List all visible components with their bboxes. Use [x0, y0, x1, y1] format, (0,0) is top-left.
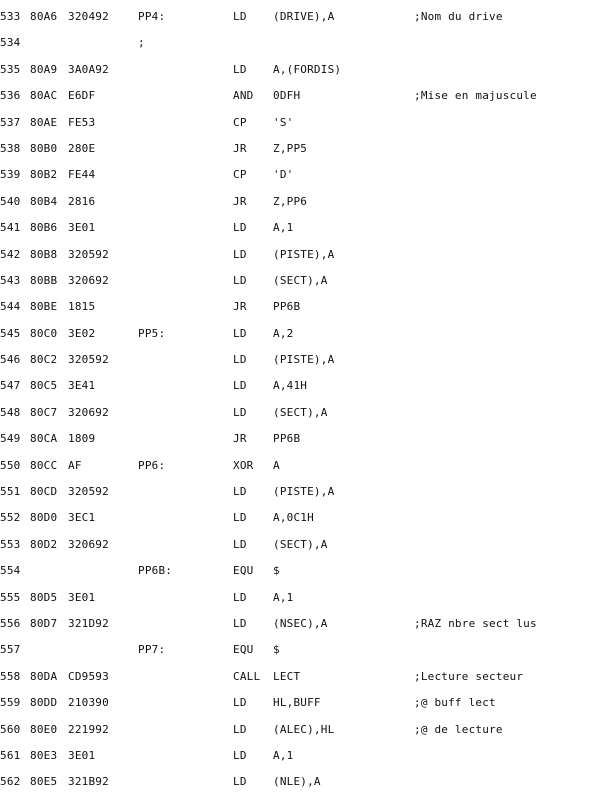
machine-code: E6DF	[68, 89, 96, 103]
address: 80D5	[30, 590, 58, 604]
mnemonic: LD	[233, 221, 247, 235]
mnemonic: LD	[233, 696, 247, 710]
address: 80B4	[30, 194, 58, 208]
operand: Z,PP5	[273, 141, 308, 155]
listing-line	[0, 373, 591, 399]
machine-code: AF	[68, 458, 82, 472]
line-number: 558	[0, 669, 21, 683]
listing-line	[0, 294, 591, 320]
mnemonic: LD	[233, 775, 247, 789]
mnemonic: LD	[233, 273, 247, 287]
mnemonic: JR	[233, 194, 247, 208]
listing-line	[0, 664, 591, 690]
line-number: 556	[0, 616, 21, 630]
listing-line	[0, 637, 591, 663]
listing-line	[0, 558, 591, 584]
label: PP5:	[138, 326, 166, 340]
assembly-listing	[0, 4, 591, 796]
mnemonic: LD	[233, 10, 247, 23]
line-number: 553	[0, 537, 21, 551]
machine-code: 3E01	[68, 590, 96, 604]
label: ;	[138, 36, 145, 50]
machine-code: 320692	[68, 405, 109, 419]
machine-code: 210390	[68, 696, 109, 710]
address: 80BE	[30, 300, 58, 314]
operand: (NSEC),A	[273, 616, 328, 630]
line-number: 534	[0, 36, 21, 50]
address: 80DA	[30, 669, 58, 683]
machine-code: 321D92	[68, 616, 109, 630]
address: 80E3	[30, 748, 58, 762]
machine-code: FE44	[68, 168, 96, 182]
listing-line	[0, 505, 591, 531]
machine-code: 1815	[68, 300, 96, 314]
comment: ;Mise en majuscule	[414, 89, 537, 103]
mnemonic: LD	[233, 247, 247, 261]
line-number: 547	[0, 379, 21, 393]
operand: (PISTE),A	[273, 247, 335, 261]
line-number: 555	[0, 590, 21, 604]
operand: $	[273, 564, 280, 578]
machine-code: 320592	[68, 353, 109, 367]
address: 80D2	[30, 537, 58, 551]
address: 80E5	[30, 775, 58, 789]
listing-line	[0, 242, 591, 268]
listing-line	[0, 162, 591, 188]
address: 80C5	[30, 379, 58, 393]
operand: LECT	[273, 669, 301, 683]
operand: (PISTE),A	[273, 353, 335, 367]
machine-code: 320592	[68, 485, 109, 499]
operand: (SECT),A	[273, 537, 328, 551]
mnemonic: LD	[233, 722, 247, 736]
listing-line	[0, 769, 591, 795]
machine-code: 320492	[68, 10, 109, 23]
machine-code: 3EC1	[68, 511, 96, 525]
listing-line	[0, 690, 591, 716]
line-number: 561	[0, 748, 21, 762]
line-number: 554	[0, 564, 21, 578]
machine-code: 3E02	[68, 326, 96, 340]
operand: 0DFH	[273, 89, 301, 103]
mnemonic: XOR	[233, 458, 254, 472]
address: 80DD	[30, 696, 58, 710]
mnemonic: EQU	[233, 643, 254, 657]
operand: A,1	[273, 221, 294, 235]
listing-line	[0, 611, 591, 637]
listing-line	[0, 110, 591, 136]
address: 80C7	[30, 405, 58, 419]
line-number: 545	[0, 326, 21, 340]
operand: PP6B	[273, 432, 301, 446]
address: 80AC	[30, 89, 58, 103]
machine-code: 3E01	[68, 221, 96, 235]
operand: A,0C1H	[273, 511, 314, 525]
line-number: 542	[0, 247, 21, 261]
line-number: 551	[0, 485, 21, 499]
listing-line	[0, 83, 591, 109]
mnemonic: JR	[233, 432, 247, 446]
line-number: 549	[0, 432, 21, 446]
machine-code: 320592	[68, 247, 109, 261]
machine-code: 321B92	[68, 775, 109, 789]
listing-line	[0, 347, 591, 373]
label: PP6B:	[138, 564, 173, 578]
listing-line	[0, 30, 591, 56]
operand: 'S'	[273, 115, 294, 129]
operand: (SECT),A	[273, 273, 328, 287]
mnemonic: JR	[233, 141, 247, 155]
operand: $	[273, 643, 280, 657]
listing-line	[0, 743, 591, 769]
label: PP6:	[138, 458, 166, 472]
operand: (ALEC),HL	[273, 722, 335, 736]
mnemonic: CP	[233, 115, 247, 129]
operand: Z,PP6	[273, 194, 308, 208]
mnemonic: LD	[233, 511, 247, 525]
address: 80CC	[30, 458, 58, 472]
address: 80BB	[30, 273, 58, 287]
address: 80B8	[30, 247, 58, 261]
operand: 'D'	[273, 168, 294, 182]
mnemonic: AND	[233, 89, 254, 103]
listing-line	[0, 215, 591, 241]
operand: A,2	[273, 326, 294, 340]
listing-line	[0, 4, 591, 30]
machine-code: 221992	[68, 722, 109, 736]
address: 80B0	[30, 141, 58, 155]
line-number: 548	[0, 405, 21, 419]
mnemonic: LD	[233, 616, 247, 630]
line-number: 536	[0, 89, 21, 103]
mnemonic: LD	[233, 537, 247, 551]
listing-line	[0, 400, 591, 426]
listing-line	[0, 532, 591, 558]
operand: PP6B	[273, 300, 301, 314]
listing-line	[0, 453, 591, 479]
mnemonic: JR	[233, 300, 247, 314]
mnemonic: LD	[233, 590, 247, 604]
mnemonic: CALL	[233, 669, 261, 683]
machine-code: 2816	[68, 194, 96, 208]
line-number: 546	[0, 353, 21, 367]
machine-code: CD9593	[68, 669, 109, 683]
line-number: 538	[0, 141, 21, 155]
line-number: 541	[0, 221, 21, 235]
line-number: 557	[0, 643, 21, 657]
address: 80A9	[30, 62, 58, 76]
address: 80B2	[30, 168, 58, 182]
listing-line	[0, 321, 591, 347]
line-number: 560	[0, 722, 21, 736]
address: 80CA	[30, 432, 58, 446]
address: 80D7	[30, 616, 58, 630]
machine-code: 3A0A92	[68, 62, 109, 76]
line-number: 535	[0, 62, 21, 76]
mnemonic: LD	[233, 326, 247, 340]
operand: A,(FORDIS)	[273, 62, 342, 76]
operand: HL,BUFF	[273, 696, 321, 710]
machine-code: 320692	[68, 273, 109, 287]
address: 80B6	[30, 221, 58, 235]
line-number: 533	[0, 10, 21, 23]
operand: A	[273, 458, 280, 472]
mnemonic: LD	[233, 353, 247, 367]
address: 80CD	[30, 485, 58, 499]
address: 80C0	[30, 326, 58, 340]
machine-code: 3E41	[68, 379, 96, 393]
operand: A,1	[273, 590, 294, 604]
mnemonic: LD	[233, 748, 247, 762]
line-number: 540	[0, 194, 21, 208]
machine-code: FE53	[68, 115, 96, 129]
line-number: 537	[0, 115, 21, 129]
listing-line	[0, 189, 591, 215]
operand: A,1	[273, 748, 294, 762]
line-number: 544	[0, 300, 21, 314]
label: PP4:	[138, 10, 166, 23]
mnemonic: CP	[233, 168, 247, 182]
mnemonic: LD	[233, 62, 247, 76]
listing-line	[0, 479, 591, 505]
listing-line	[0, 717, 591, 743]
comment: ;Nom du drive	[414, 10, 503, 23]
comment: ;@ de lecture	[414, 722, 503, 736]
address: 80A6	[30, 10, 58, 23]
listing-line	[0, 585, 591, 611]
listing-line	[0, 426, 591, 452]
machine-code: 3E01	[68, 748, 96, 762]
mnemonic: EQU	[233, 564, 254, 578]
comment: ;@ buff lect	[414, 696, 496, 710]
operand: (PISTE),A	[273, 485, 335, 499]
operand: (NLE),A	[273, 775, 321, 789]
operand: A,41H	[273, 379, 308, 393]
listing-line	[0, 136, 591, 162]
address: 80D0	[30, 511, 58, 525]
listing-line	[0, 57, 591, 83]
mnemonic: LD	[233, 379, 247, 393]
line-number: 543	[0, 273, 21, 287]
listing-rows	[0, 4, 591, 796]
mnemonic: LD	[233, 485, 247, 499]
label: PP7:	[138, 643, 166, 657]
line-number: 550	[0, 458, 21, 472]
address: 80C2	[30, 353, 58, 367]
machine-code: 280E	[68, 141, 96, 155]
machine-code: 1809	[68, 432, 96, 446]
machine-code: 320692	[68, 537, 109, 551]
operand: (DRIVE),A	[273, 10, 335, 23]
comment: ;Lecture secteur	[414, 669, 524, 683]
line-number: 562	[0, 775, 21, 789]
address: 80E0	[30, 722, 58, 736]
mnemonic: LD	[233, 405, 247, 419]
comment: ;RAZ nbre sect lus	[414, 616, 537, 630]
address: 80AE	[30, 115, 58, 129]
line-number: 559	[0, 696, 21, 710]
line-number: 539	[0, 168, 21, 182]
operand: (SECT),A	[273, 405, 328, 419]
listing-line	[0, 268, 591, 294]
line-number: 552	[0, 511, 21, 525]
